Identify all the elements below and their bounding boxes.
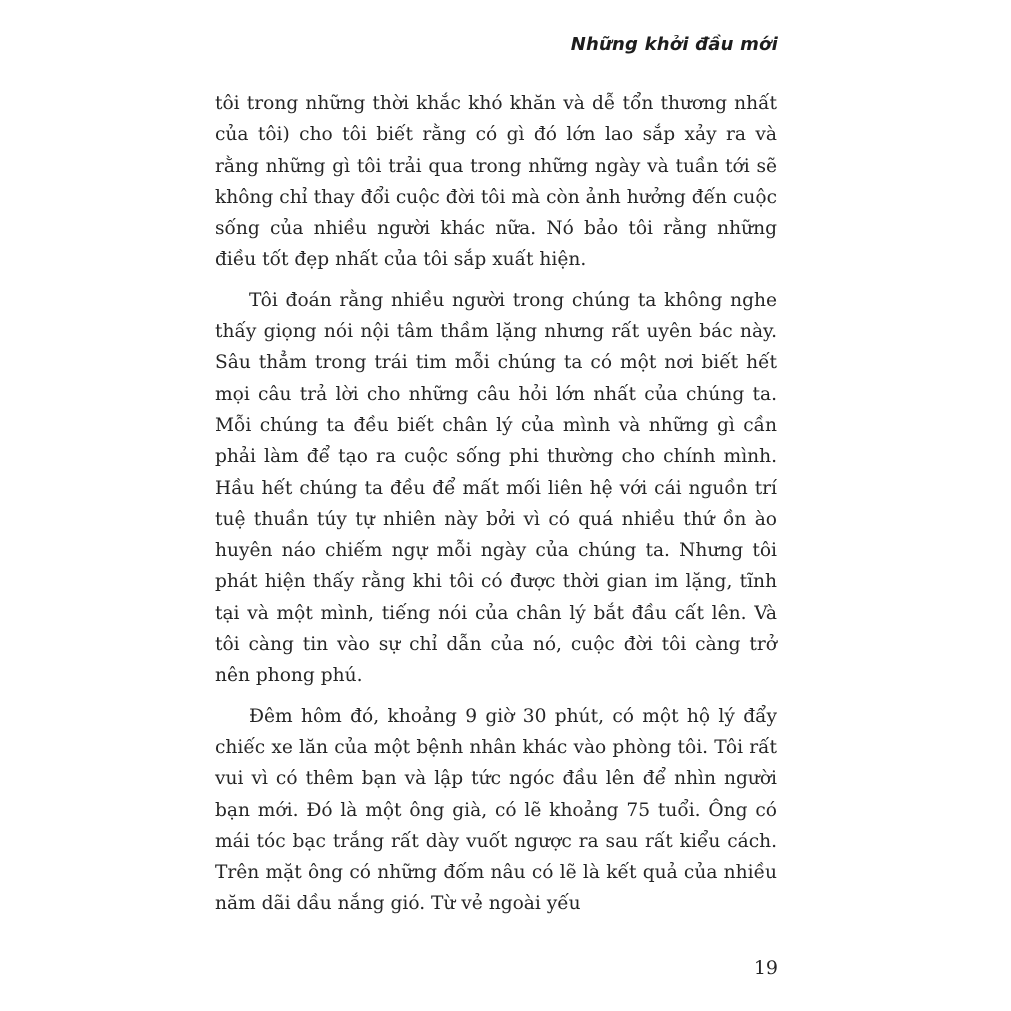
body-text — [215, 88, 777, 920]
paragraph-1: tôi trong những thời khắc khó khăn và dễ tổn thương nhất của tôi) cho tôi biết rằng có gì đó lớn lao sắp xảy ra và rằng những gì tôi trải qua trong những ngày và tuần tới sẽ không chỉ thay đổi cuộc đời tôi mà còn ảnh hưởng đến cuộc sống của nhiều người khác nữa. Nó bảo tôi rằng những điều tốt đẹp nhất của tôi sắp xuất hiện. — [215, 93, 777, 271]
paragraph-3: Đêm hôm đó, khoảng 9 giờ 30 phút, có một hộ lý đẩy chiếc xe lăn của một bệnh nhân khác vào phòng tôi. Tôi rất vui vì có thêm bạn và lập tức ngóc đầu lên để nhìn người bạn mới. Đó là một ông già, có lẽ khoảng 75 tuổi. Ông có mái tóc bạc trắng rất dày vuốt ngược ra sau rất kiểu cách. Trên mặt ông có những đốm nâu có lẽ là kết quả của nhiều năm dãi dầu nắng gió. Từ vẻ ngoài yếu — [215, 705, 777, 915]
running-header: Những khởi đầu mới — [570, 34, 778, 55]
paragraph-2: Tôi đoán rằng nhiều người trong chúng ta không nghe thấy giọng nói nội tâm thầm lặng nhưng rất uyên bác này. Sâu thẳm trong trái tim mỗi chúng ta có một nơi biết hết mọi câu trả lời cho những câu hỏi lớn nhất của chúng ta. Mỗi chúng ta đều biết chân lý của mình và những gì cần phải làm để tạo ra cuộc sống phi thường cho chính mình. Hầu hết chúng ta đều để mất mối liên hệ với cái nguồn trí tuệ thuần túy tự nhiên này bởi vì có quá nhiều thứ ồn ào huyên náo chiếm ngự mỗi ngày của chúng ta. Nhưng tôi phát hiện thấy rằng khi tôi có được thời gian im lặng, tĩnh tại và một mình, tiếng nói của chân lý bắt đầu cất lên. Và tôi càng tin vào sự chỉ dẫn của nó, cuộc đời tôi càng trở nên phong phú. — [215, 289, 777, 687]
page-number: 19 — [753, 957, 778, 979]
